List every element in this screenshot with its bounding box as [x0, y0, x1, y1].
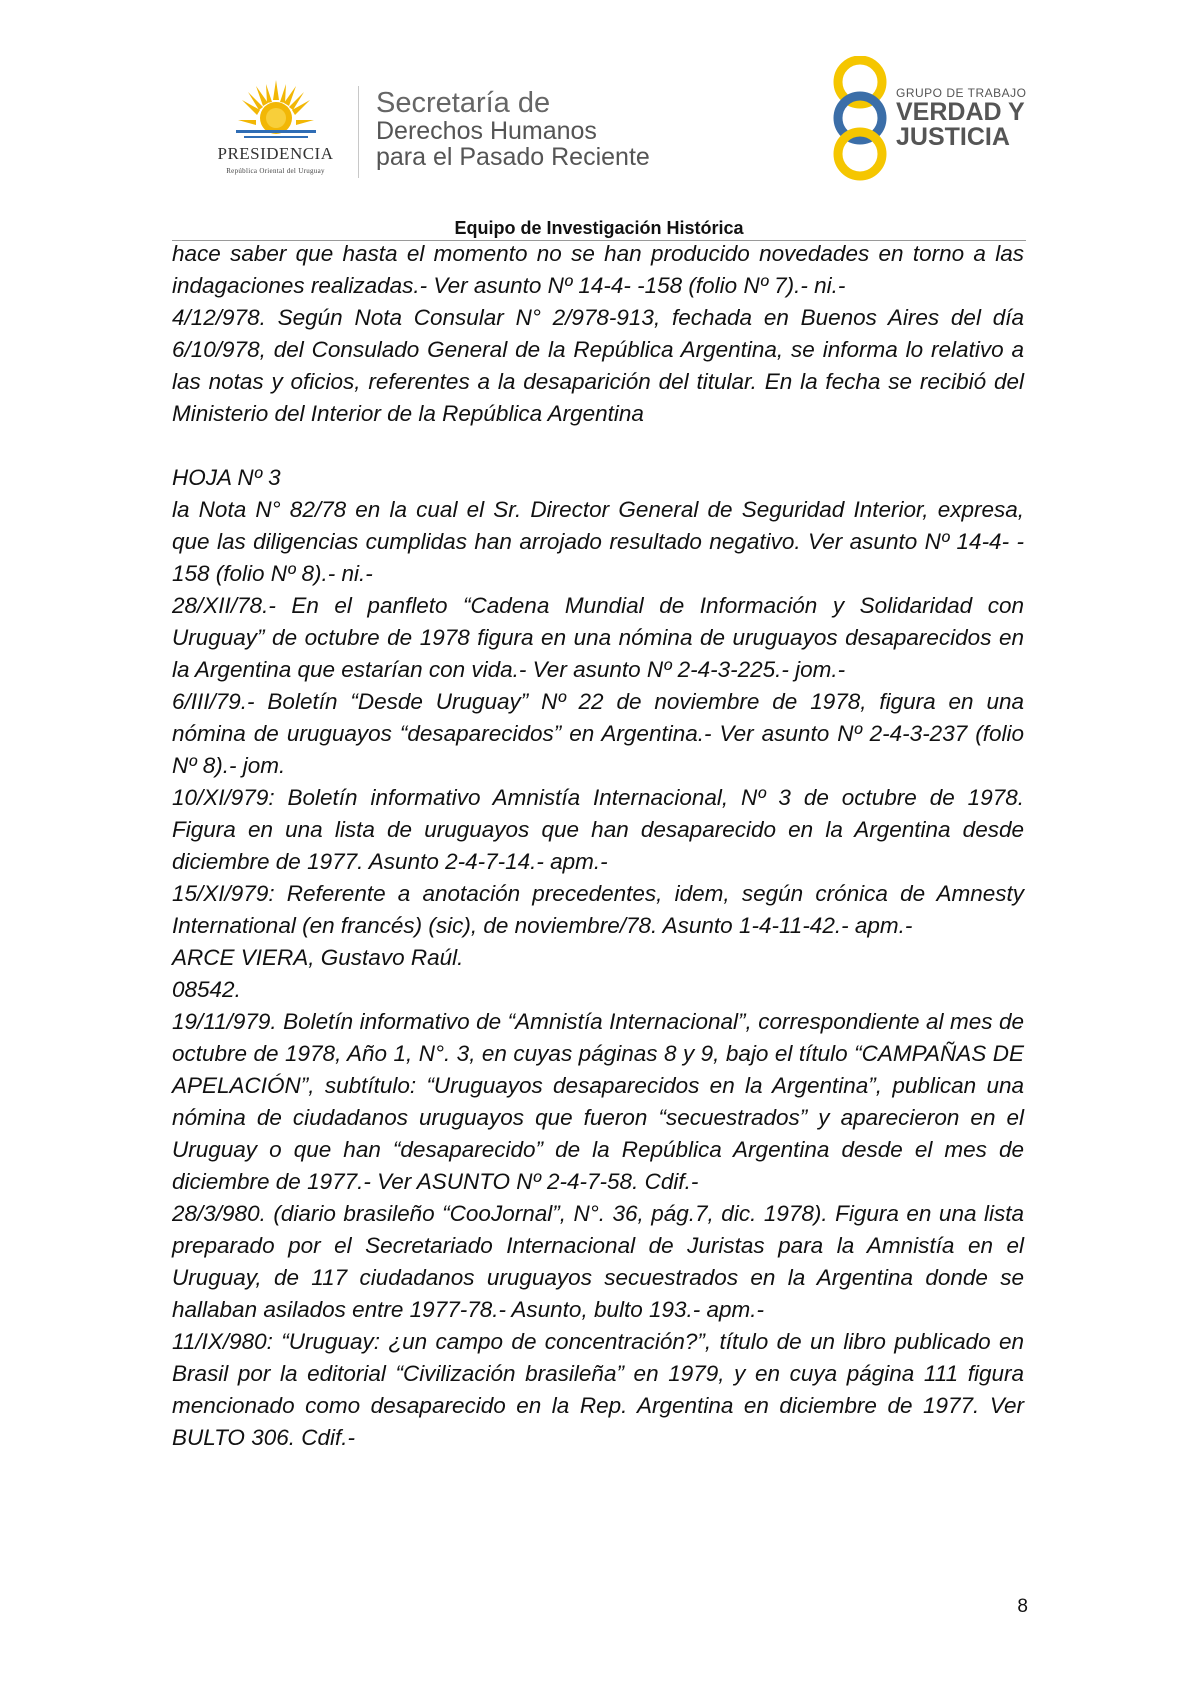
- verdad-justicia-logo: [820, 56, 1030, 181]
- paragraph: 28/XII/78.- En el panfleto “Cadena Mundial de Información y Solidaridad con Uruguay” de octubre de 1978 figura en una nómina de uruguayos desaparecidos en la Argentina que estarían con vida.- Ver asunto Nº 2-4-3-225.- jom.-: [172, 593, 1024, 682]
- document-body: [172, 238, 1024, 1454]
- secretaria-logo: [376, 88, 650, 170]
- page-header: [0, 0, 1190, 215]
- subject-name: ARCE VIERA, Gustavo Raúl.: [172, 945, 464, 970]
- gtvj-line1: GRUPO DE TRABAJO: [896, 86, 1027, 100]
- paragraph: 6/III/79.- Boletín “Desde Uruguay” Nº 22 de noviembre de 1978, figura en una nómina de uruguayos “desaparecidos” en Argentina.- Ver asunto Nº 2-4-3-237 (folio Nº 8).- jom.: [172, 689, 1024, 778]
- secretaria-line2: Derechos Humanos: [376, 117, 597, 145]
- verdad-justicia-text: [896, 86, 1026, 150]
- sun-icon: [236, 78, 316, 144]
- presidencia-logo: [198, 78, 353, 178]
- paragraph: 11/IX/980: “Uruguay: ¿un campo de concentración?”, título de un libro publicado en Brasil por la editorial “Civilización brasileña” en 1979, y en cuya página 111 figura mencionado como desaparecido en la Rep. Argentina en diciembre de 1977. Ver BULTO 306. Cdif.-: [172, 1329, 1024, 1450]
- interlocked-rings-icon: [820, 56, 900, 181]
- paragraph: 10/XI/979: Boletín informativo Amnistía Internacional, Nº 3 de octubre de 1978. Figura en una lista de uruguayos que han desaparecido en la Argentina desde diciembre de 1977. Asunto 2-4-7-14.- apm.-: [172, 785, 1024, 874]
- paragraph: hace saber que hasta el momento no se han producido novedades en torno a las indagaciones realizadas.- Ver asunto Nº 14-4- -158 (folio Nº 7).- ni.-: [172, 241, 1024, 298]
- sheet-marker: HOJA Nº 3: [172, 465, 281, 490]
- team-title: Equipo de Investigación Histórica: [454, 218, 744, 238]
- subject-number: 08542.: [172, 977, 241, 1002]
- presidencia-word: PRESIDENCIA: [217, 144, 334, 163]
- gtvj-line2: VERDAD Y: [896, 98, 1025, 126]
- paragraph: 15/XI/979: Referente a anotación precedentes, idem, según crónica de Amnesty International (en francés) (sic), de noviembre/78. Asunto 1-4-11-42.- apm.-: [172, 881, 1024, 938]
- page-number: 8: [1017, 1596, 1028, 1617]
- paragraph: 19/11/979. Boletín informativo de “Amnistía Internacional”, correspondiente al mes de octubre de 1978, Año 1, N°. 3, en cuyas páginas 8 y 9, bajo el título “CAMPAÑAS DE APELACIÓN”, subtítulo: “Uruguayos desaparecidos en la Argentina”, publican una nómina de ciudadanos uruguayos que fueron “secuestrados” y aparecieron en el Uruguay o que han “desaparecido” de la República Argentina desde el mes de diciembre de 1977.- Ver ASUNTO Nº 2-4-7-58. Cdif.-: [172, 1009, 1024, 1194]
- gtvj-line3: JUSTICIA: [896, 123, 1010, 151]
- paragraph: 28/3/980. (diario brasileño “CooJornal”, N°. 36, pág.7, dic. 1978). Figura en una lista preparado por el Secretariado Internacional de Juristas para la Amnistía en el Uruguay, de 117 ciudadanos uruguayos secuestrados en la Argentina donde se hallaban asilados entre 1977-78.- Asunto, bulto 193.- apm.-: [172, 1201, 1024, 1322]
- paragraph: la Nota N° 82/78 en la cual el Sr. Director General de Seguridad Interior, expresa, que las diligencias cumplidas han arrojado resultado negativo. Ver asunto Nº 14-4- - 158 (folio Nº 8).- ni.-: [172, 497, 1024, 586]
- republica-subtitle: República Oriental del Uruguay: [226, 167, 325, 175]
- secretaria-line3: para el Pasado Reciente: [376, 143, 650, 171]
- logo-divider: [358, 86, 359, 178]
- paragraph: 4/12/978. Según Nota Consular N° 2/978-913, fechada en Buenos Aires del día 6/10/978, del Consulado General de la República Argentina, se informa lo relativo a las notas y oficios, referentes a la desaparición del titular. En la fecha se recibió del Ministerio del Interior de la República Argentina: [172, 305, 1024, 426]
- secretaria-line1: Secretaría de: [376, 87, 551, 119]
